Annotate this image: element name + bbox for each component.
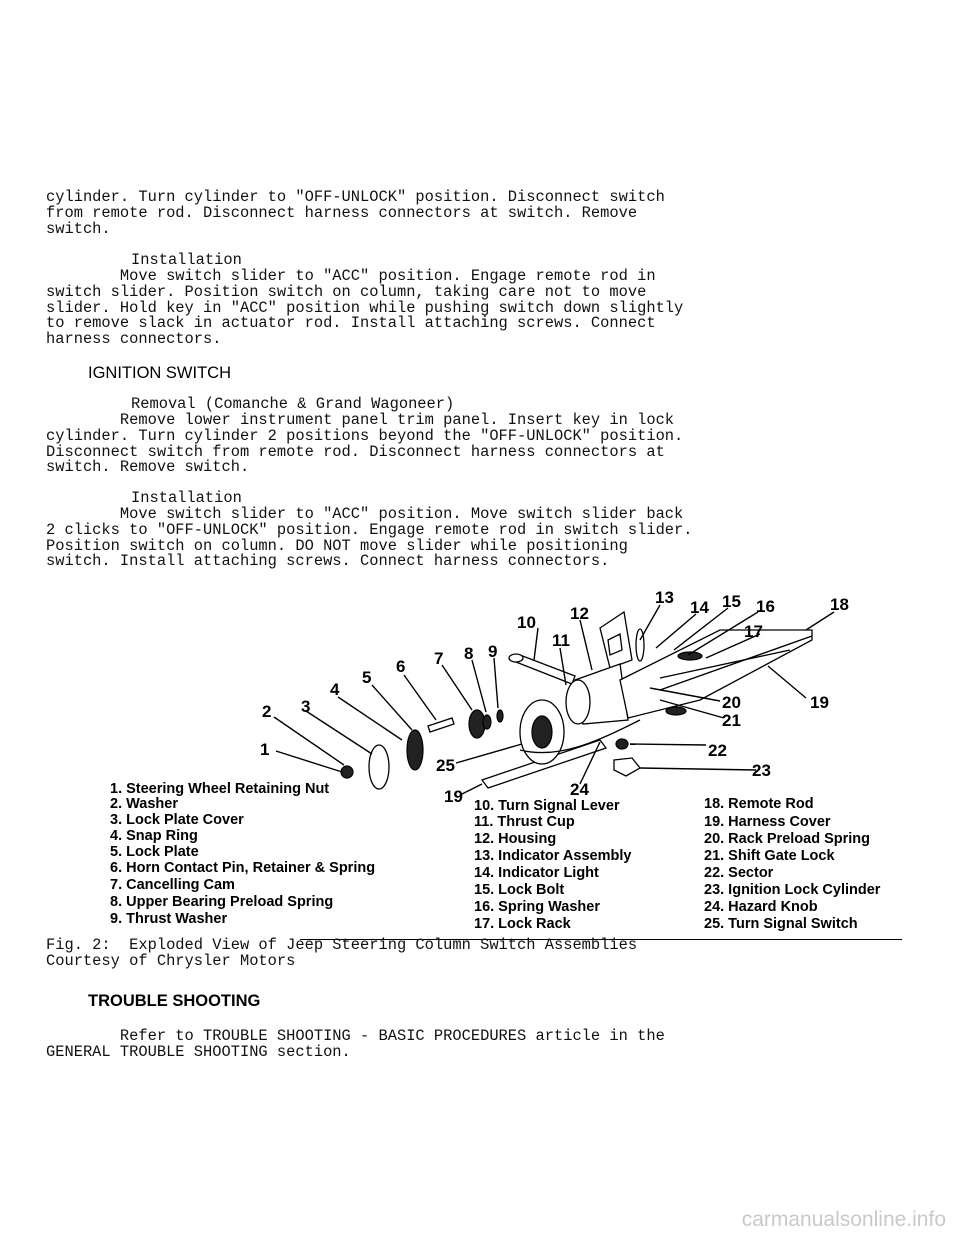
legend-item-23: 23. Ignition Lock Cylinder: [704, 882, 881, 898]
legend-item-17: 17. Lock Rack: [474, 916, 571, 932]
legend-item-14: 14. Indicator Light: [474, 865, 599, 881]
legend-item-21: 21. Shift Gate Lock: [704, 848, 835, 864]
legend-item-8: 8. Upper Bearing Preload Spring: [110, 894, 334, 910]
exploded-view-figure: [0, 580, 960, 940]
legend-item-4: 4. Snap Ring: [110, 828, 198, 844]
legend-item-22: 22. Sector: [704, 865, 774, 881]
callout-5: 5: [362, 668, 372, 687]
legend-item-20: 20. Rack Preload Spring: [704, 831, 871, 847]
legend-item-3: 3. Lock Plate Cover: [110, 812, 244, 828]
callout-17: 17: [744, 622, 763, 641]
figure-caption: Fig. 2: Exploded View of Jeep Steering Column Switch Assemblies Courtesy of Chrysler Motors: [46, 936, 638, 970]
legend-item-12: 12. Housing: [474, 831, 557, 847]
legend-item-9: 9. Thrust Washer: [110, 911, 228, 927]
paragraph-removal-end: cylinder. Turn cylinder to "OFF-UNLOCK" position. Disconnect switch from remote rod. Disconnect harness connectors at switch. Remove switch.: [46, 188, 665, 238]
legend-item-24: 24. Hazard Knob: [704, 899, 818, 915]
section-heading-trouble-shooting: TROUBLE SHOOTING: [88, 992, 261, 1010]
callout-20: 20: [722, 693, 741, 712]
callout-14: 14: [690, 598, 709, 617]
steering-column-drawing: [341, 612, 812, 789]
parts-legend: [110, 781, 881, 932]
callout-13: 13: [655, 588, 674, 607]
callout-12: 12: [570, 604, 589, 623]
legend-item-15: 15. Lock Bolt: [474, 882, 565, 898]
callout-4: 4: [330, 680, 340, 699]
callout-19-left: 19: [444, 787, 463, 806]
callout-19-right: 19: [810, 693, 829, 712]
callout-8: 8: [464, 644, 474, 663]
legend-item-13: 13. Indicator Assembly: [474, 848, 632, 864]
legend-item-25: 25. Turn Signal Switch: [704, 916, 858, 932]
callout-2: 2: [262, 702, 272, 721]
paragraph-installation-1: Move switch slider to "ACC" position. Engage remote rod in switch slider. Position switch on column, taking care not to move slider. Hold key in "ACC" position while pushing switch down slightly to remove slack in actuator rod. Install attaching screws. Connect harness connectors.: [46, 267, 684, 349]
callout-25: 25: [436, 756, 455, 775]
legend-item-1: 1. Steering Wheel Retaining Nut: [110, 781, 330, 797]
installation-subheading-2: Installation: [131, 489, 242, 507]
legend-item-16: 16. Spring Washer: [474, 899, 600, 915]
callout-6: 6: [396, 657, 406, 676]
section-heading-ignition-switch: IGNITION SWITCH: [88, 364, 231, 382]
legend-item-2: 2. Washer: [110, 796, 178, 812]
legend-item-10: 10. Turn Signal Lever: [474, 798, 620, 814]
callout-23: 23: [752, 761, 771, 780]
callout-7: 7: [434, 649, 444, 668]
callout-10: 10: [517, 613, 536, 632]
callout-18: 18: [830, 595, 849, 614]
paragraph-trouble-shooting: Refer to TROUBLE SHOOTING - BASIC PROCEDURES article in the GENERAL TROUBLE SHOOTING section.: [46, 1027, 665, 1061]
legend-item-19: 19. Harness Cover: [704, 814, 831, 830]
legend-item-5: 5. Lock Plate: [110, 844, 199, 860]
legend-item-6: 6. Horn Contact Pin, Retainer & Spring: [110, 860, 376, 876]
callout-21: 21: [722, 711, 741, 730]
installation-subheading-1: Installation: [131, 251, 242, 269]
callout-24: 24: [570, 780, 589, 799]
paragraph-removal: Remove lower instrument panel trim panel. Insert key in lock cylinder. Turn cylinder 2 positions beyond the "OFF-UNLOCK" position. Disconnect switch from remote rod. Disconnect harness connectors at switch. Remove switch.: [46, 411, 684, 477]
legend-item-18: 18. Remote Rod: [704, 796, 814, 812]
legend-item-11: 11. Thrust Cup: [474, 814, 575, 830]
callout-9: 9: [488, 642, 498, 661]
callout-22: 22: [708, 741, 727, 760]
callout-15: 15: [722, 592, 741, 611]
legend-item-7: 7. Cancelling Cam: [110, 877, 235, 893]
callout-11: 11: [552, 631, 570, 650]
callout-1: 1: [260, 740, 270, 759]
site-watermark: carmanualsonline.info: [741, 1208, 946, 1231]
removal-subheading: Removal (Comanche & Grand Wagoneer): [131, 395, 455, 413]
paragraph-installation-2: Move switch slider to "ACC" position. Move switch slider back 2 clicks to "OFF-UNLOCK" position. Engage remote rod in switch slider. Position switch on column. DO NOT move slider while positioning switch. Install attaching screws. Connect harness connectors.: [46, 505, 693, 571]
callout-16: 16: [756, 597, 775, 616]
callout-3: 3: [301, 697, 311, 716]
